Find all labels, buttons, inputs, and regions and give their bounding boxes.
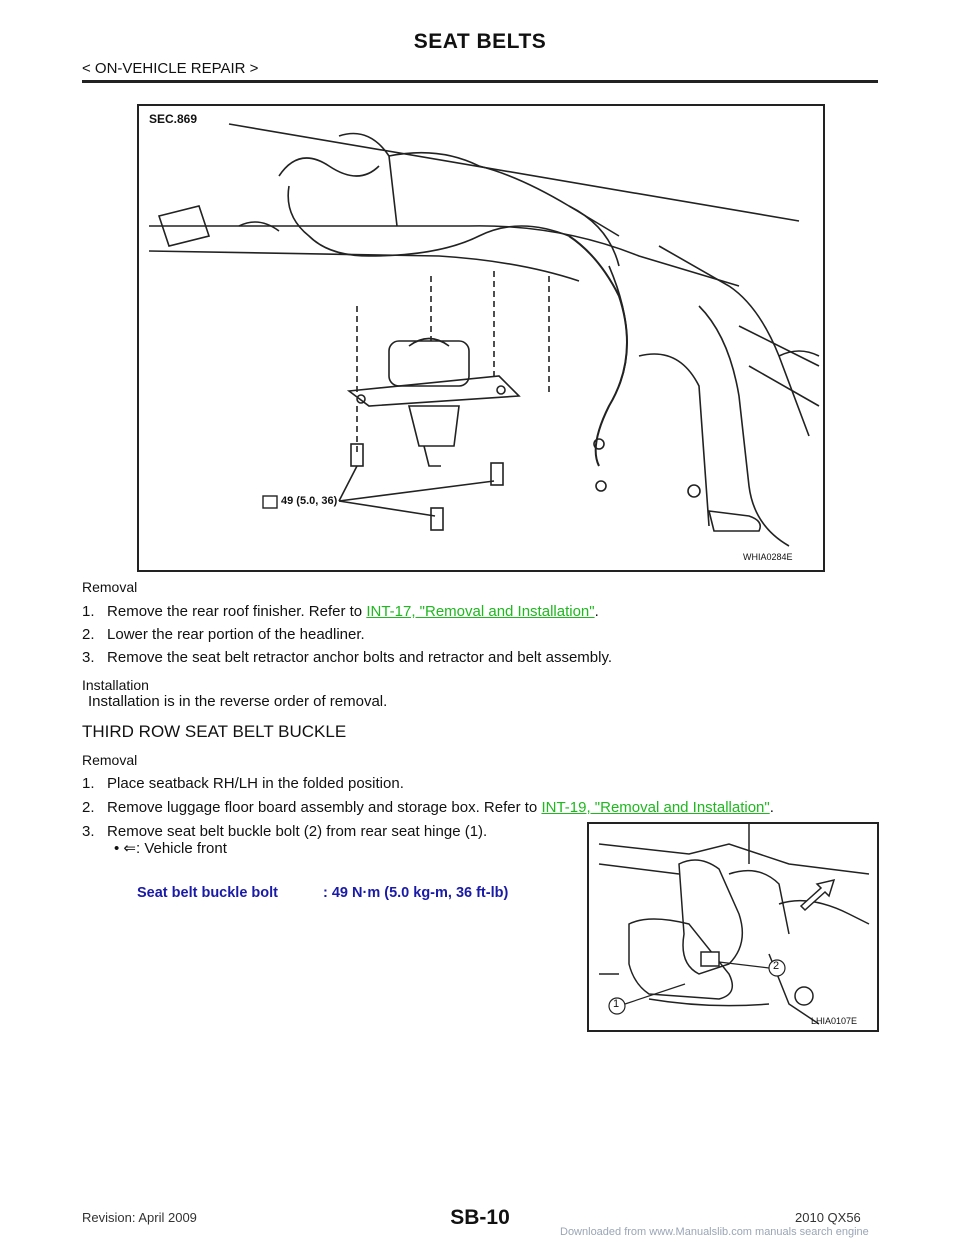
header-rule (82, 80, 878, 83)
figure-code: WHIA0284E (743, 552, 793, 562)
model-year: 2010 QX56 (795, 1210, 861, 1225)
int-17-link[interactable]: INT-17, "Removal and Installation" (366, 603, 595, 620)
callout-1-label: 1 (613, 998, 620, 1010)
figure-code-2: LHIA0107E (811, 1016, 858, 1026)
watermark-text: Downloaded from www.Manualslib.com manuals search engine (560, 1226, 869, 1238)
spec-value: : 49 N·m (5.0 kg-m, 36 ft-lb) (323, 885, 509, 901)
buckle-step-1: 1. Place seatback RH/LH in the folded position. (82, 775, 404, 792)
section-breadcrumb: < ON-VEHICLE REPAIR > (82, 60, 259, 77)
spec-label: Seat belt buckle bolt (137, 885, 278, 901)
buckle-step-2: 2. Remove luggage floor board assembly and storage box. Refer to INT-19, "Removal and Installation". (82, 799, 774, 816)
step-1: 1. Remove the rear roof finisher. Refer to INT-17, "Removal and Installation". (82, 603, 599, 620)
page-title: SEAT BELTS (413, 30, 547, 53)
retractor-illustration (137, 104, 825, 572)
callout-2-label: 2 (773, 960, 780, 972)
section-code-label: SEC.869 (149, 112, 198, 126)
revision-date: Revision: April 2009 (82, 1210, 197, 1225)
installation-heading: Installation (82, 677, 149, 693)
buckle-drawing (589, 824, 877, 1030)
buckle-removal-heading: Removal (82, 752, 138, 768)
buckle-bolt-icon (701, 952, 719, 966)
page-number: SB-10 (450, 1206, 510, 1229)
step-2: 2. Lower the rear portion of the headliner. (82, 626, 365, 643)
retractor-drawing (139, 106, 823, 570)
step-3: 3. Remove the seat belt retractor anchor bolts and retractor and belt assembly. (82, 649, 613, 666)
removal-heading: Removal (82, 579, 138, 595)
torque-spec-label: 49 (5.0, 36) (281, 495, 338, 507)
installation-text: Installation is in the reverse order of removal. (88, 693, 388, 710)
int-19-link[interactable]: INT-19, "Removal and Installation" (541, 799, 770, 816)
buckle-step-3: 3. Remove seat belt buckle bolt (2) from rear seat hinge (1). (82, 823, 488, 840)
buckle-section-heading: THIRD ROW SEAT BELT BUCKLE (82, 722, 347, 741)
vehicle-front-bullet: • ⇐: Vehicle front (114, 840, 227, 857)
buckle-illustration (587, 822, 879, 1032)
torque-wrench-icon (263, 496, 277, 508)
